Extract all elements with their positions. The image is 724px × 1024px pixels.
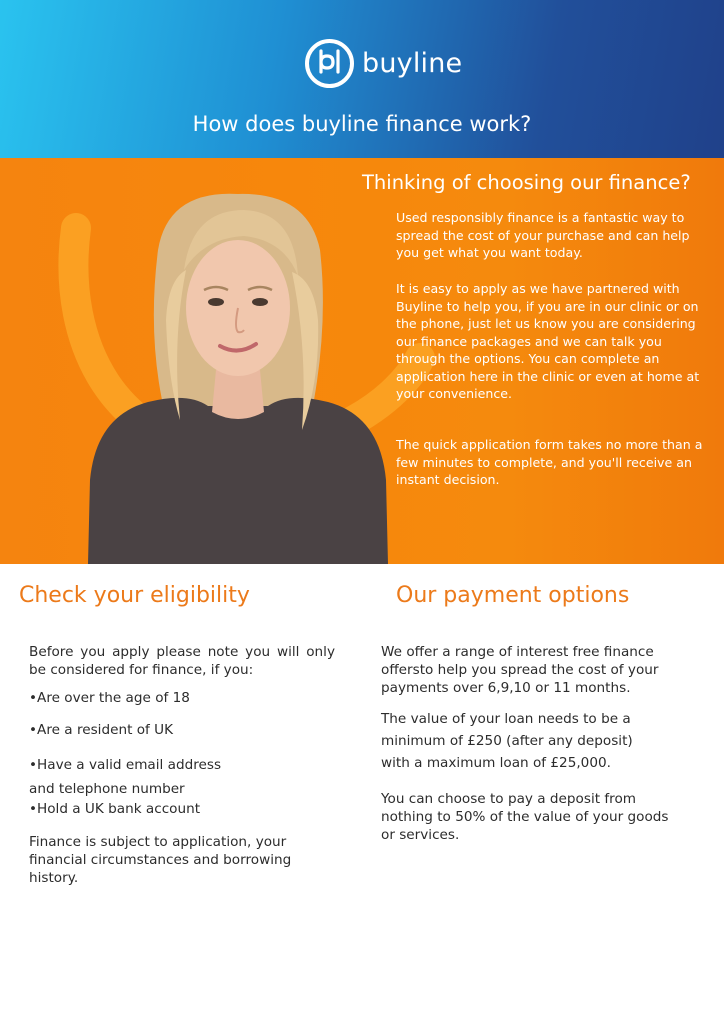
- woman-photo: [88, 180, 388, 564]
- eligibility-item-bank: •Hold a UK bank account: [29, 801, 201, 817]
- payment-paragraph-2: The value of your loan needs to be a minimum of £250 (after any deposit) with a maximum loan of £25,000.: [381, 711, 633, 771]
- hero-section: [0, 158, 724, 564]
- payment-paragraph-1: We offer a range of interest free finance offersto help you spread the cost of your payments over 6,9,10 or 11 months.: [381, 644, 659, 696]
- eligibility-item-resident: •Are a resident of UK: [29, 722, 174, 738]
- payment-paragraph-3: You can choose to pay a deposit from nothing to 50% of the value of your goods or services.: [381, 791, 669, 843]
- buyline-logo-icon: [305, 39, 354, 88]
- header-banner: [0, 0, 724, 158]
- eligibility-item-age: •Are over the age of 18: [29, 690, 190, 706]
- hero-paragraph-2: It is easy to apply as we have partnered with Buyline to help you, if you are in our clinic or on the phone, just let us know you are considering our finance packages and we can talk you through the options. You can complete an application here in the clinic or even at home at your convenience.: [396, 281, 700, 401]
- hero-paragraph-1: Used responsibly finance is a fantastic way to spread the cost of your purchase and can help you get what you want today.: [396, 210, 690, 260]
- eligibility-title: Check your eligibility: [19, 583, 250, 608]
- eligibility-footer: Finance is subject to application, your financial circumstances and borrowing history.: [29, 834, 292, 886]
- buyline-logo[interactable]: [305, 38, 462, 88]
- hero-paragraph-3: The quick application form takes no more than a few minutes to complete, and you'll receive an instant decision.: [396, 437, 703, 487]
- page-title: How does buyline finance work?: [192, 112, 532, 136]
- payment-options-title: Our payment options: [396, 583, 630, 608]
- eligibility-item-contact: •Have a valid email address and telephone number: [29, 757, 222, 797]
- logo-wordmark: buyline: [362, 47, 463, 79]
- hero-heading: Thinking of choosing our finance?: [362, 171, 691, 194]
- eligibility-intro: Before you apply please note you will only be considered for finance, if you:: [29, 644, 335, 678]
